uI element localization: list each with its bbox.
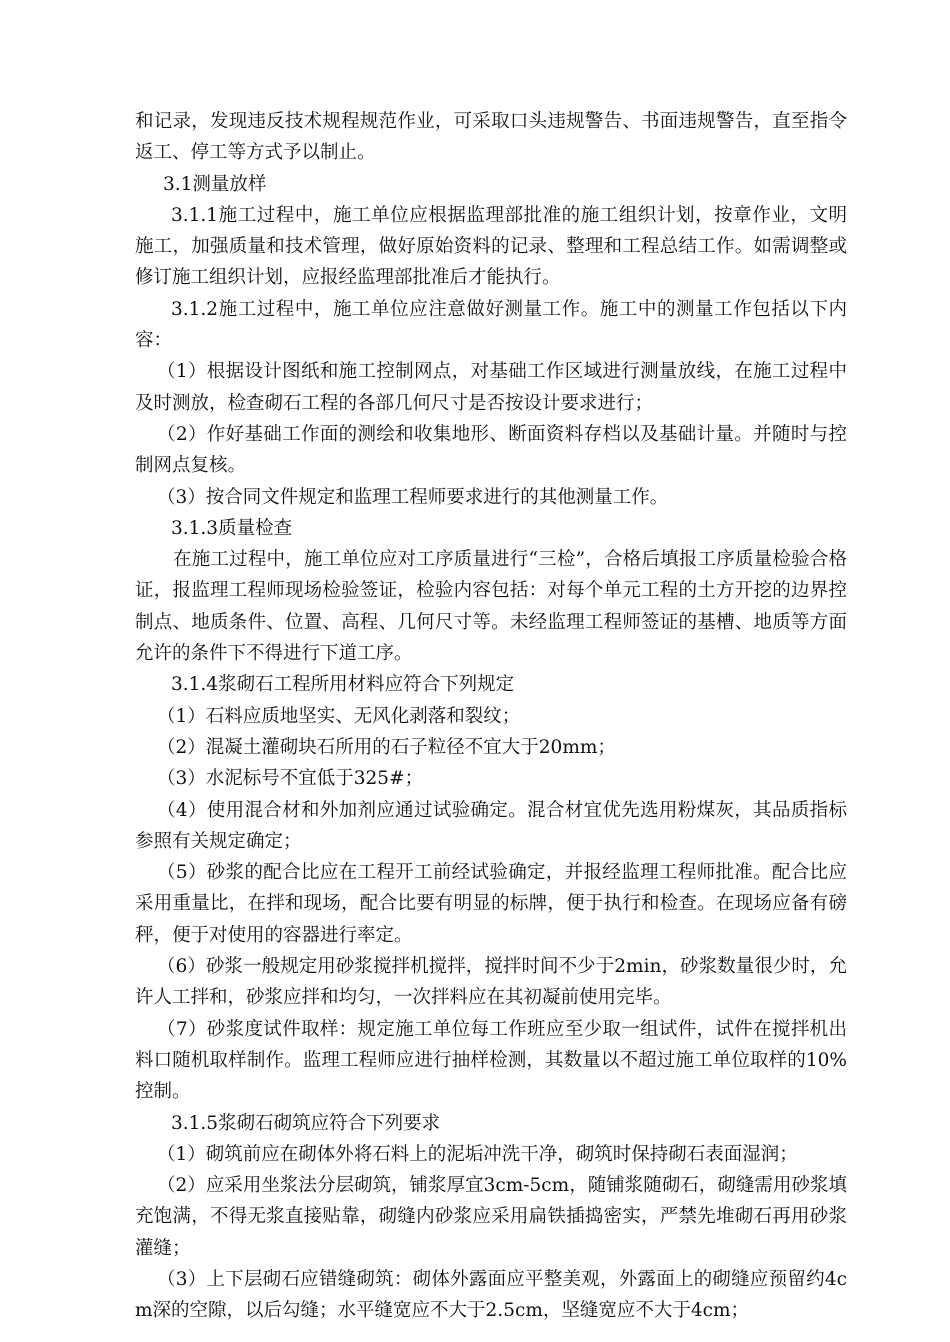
list-item-masonry-3: （3）上下层砌石应错缝砌筑：砌体外露面应平整美观，外露面上的砌缝应预留约4cm深的空隙，以后勾缝；水平缝宽应不大于2.5cm，坚缝宽应不大于4cm；	[135, 1268, 847, 1322]
list-item-material-2: （2）混凝土灌砌块石所用的石子粒径不宜大于20mm；	[157, 736, 616, 758]
list-item-material-4: （4）使用混合材和外加剂应通过试验确定。混合材宜优先选用粉煤灰，其品质指标参照有关规定确定；	[135, 799, 847, 852]
clause-3-1-4: 3.1.4浆砌石工程所用材料应符合下列规定	[171, 674, 515, 696]
quality-check-paragraph: 在施工过程中，施工单位应对工序质量进行“三检”，合格后填报工序质量检验合格证，报监理工程师现场检验签证，检验内容包括：对每个单元工程的土方开挖的边界控制点、地质条件、位置、高程、几何尺寸等。未经监理工程师签证的基槽、地质等方面允许的条件下不得进行下道工序。	[135, 549, 847, 665]
clause-3-1-5: 3.1.5浆砌石砌筑应符合下列要求	[171, 1112, 441, 1134]
document-body	[135, 106, 847, 1327]
list-item-material-7: （7）砂浆度试件取样：规定施工单位每工作班应至少取一组试件，试件在搅拌机出料口随机取样制作。监理工程师应进行抽样检测，其数量以不超过施工单位取样的10%控制。	[135, 1018, 847, 1103]
section-heading-3-1: 3.1测量放样	[163, 173, 267, 195]
list-item-material-3: （3）水泥标号不宜低于325#；	[157, 768, 424, 790]
list-item-survey-3: （3）按合同文件规定和监理工程师要求进行的其他测量工作。	[157, 486, 669, 508]
list-item-masonry-2: （2）应采用坐浆法分层砌筑，铺浆厚宜3cm-5cm，随铺浆随砌石，砌缝需用砂浆填充饱满，不得无浆直接贴靠，砌缝内砂浆应采用扁铁插捣密实，严禁先堆砌石再用砂浆灌缝；	[135, 1175, 847, 1259]
clause-3-1-3: 3.1.3质量检查	[171, 517, 293, 539]
paragraph-continuation: 和记录，发现违反技术规程规范作业，可采取口头违规警告、书面违规警告，直至指令返工、停工等方式予以制止。	[135, 111, 847, 164]
list-item-masonry-1: （1）砌筑前应在砌体外将石料上的泥垢冲洗干净，砌筑时保持砌石表面湿润；	[157, 1143, 798, 1165]
clause-3-1-2: 3.1.2施工过程中，施工单位应注意做好测量工作。施工中的测量工作包括以下内容：	[135, 298, 847, 352]
list-item-material-1: （1）石料应质地坚实、无风化剥落和裂纹；	[157, 705, 521, 727]
clause-3-1-1: 3.1.1施工过程中，施工单位应根据监理部批准的施工组织计划，按章作业，文明施工，加强质量和技术管理，做好原始资料的记录、整理和工程总结工作。如需调整或修订施工组织计划，应报经监理部批准后才能执行。	[135, 204, 847, 289]
list-item-survey-2: （2）作好基础工作面的测绘和收集地形、断面资料存档以及基础计量。并随时与控制网点复核。	[135, 423, 847, 477]
list-item-survey-1: （1）根据设计图纸和施工控制网点，对基础工作区域进行测量放线，在施工过程中及时测放，检查砌石工程的各部几何尺寸是否按设计要求进行；	[135, 361, 847, 414]
list-item-material-5: （5）砂浆的配合比应在工程开工前经试验确定，并报经监理工程师批准。配合比应采用重量比，在拌和现场，配合比要有明显的标牌，便于执行和检查。在现场应备有磅秤，便于对使用的容器进行率定。	[135, 862, 847, 946]
list-item-material-6: （6）砂浆一般规定用砂浆搅拌机搅拌，搅拌时间不少于2min，砂浆数量很少时，允许人工拌和，砂浆应拌和均匀，一次拌料应在其初凝前使用完毕。	[135, 956, 847, 1009]
